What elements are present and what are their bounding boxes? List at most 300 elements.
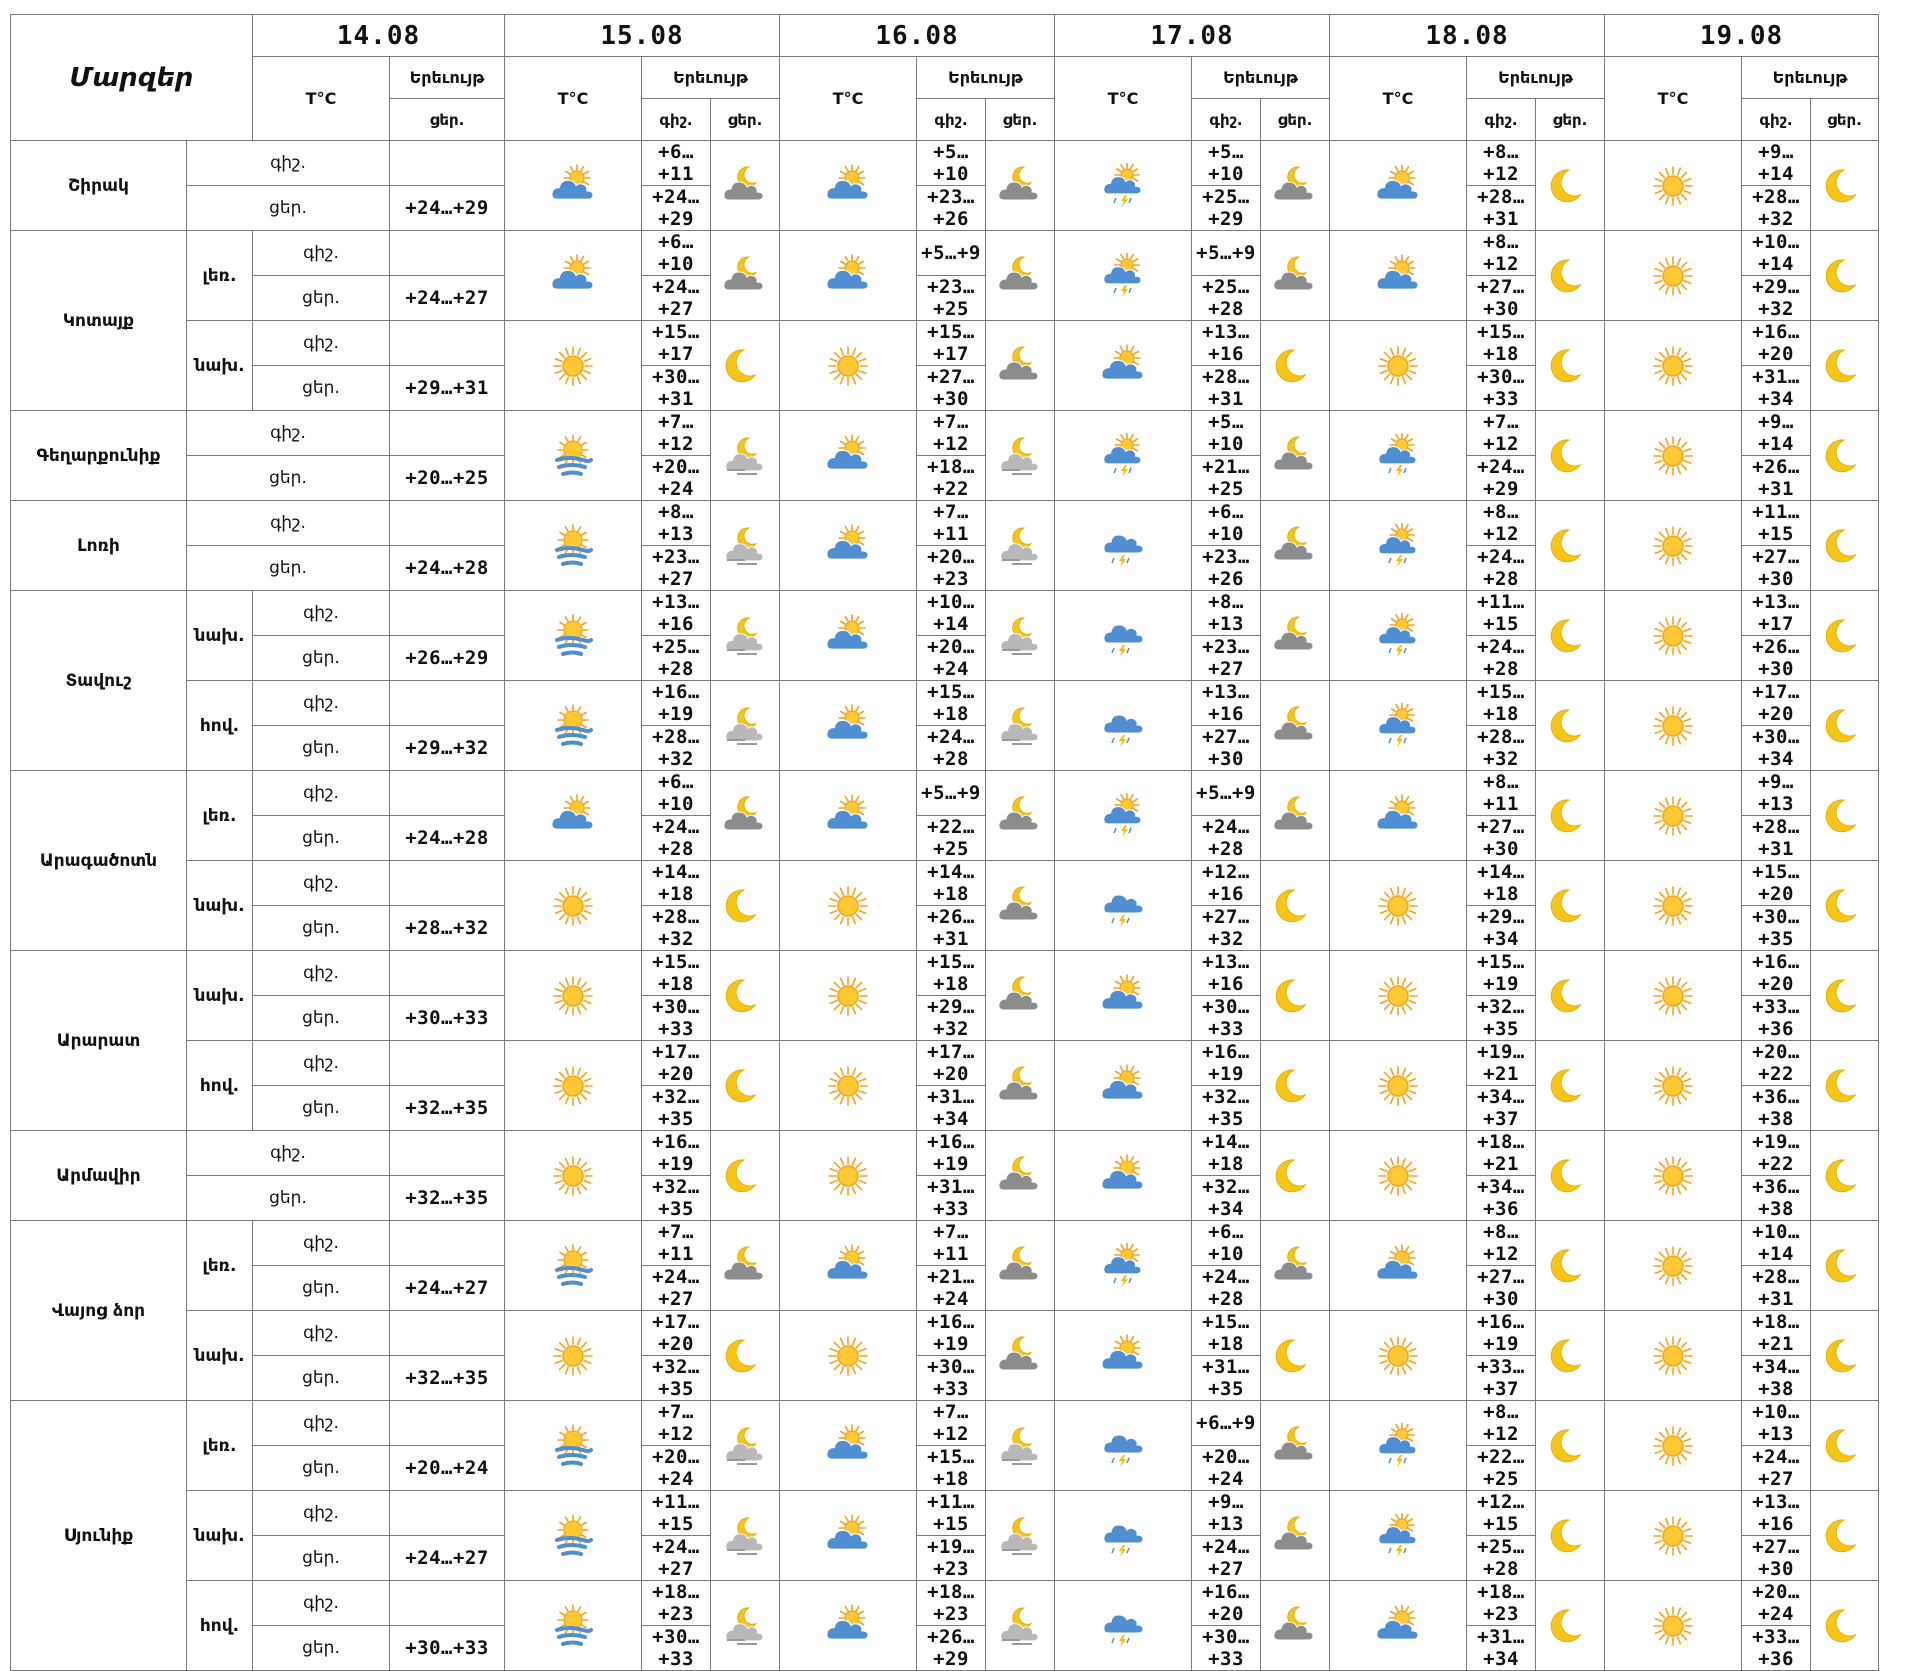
temp-night: +8…+12 bbox=[1467, 231, 1536, 276]
sun-icon bbox=[1330, 974, 1466, 1018]
temp-day: +20…+24 bbox=[390, 1446, 505, 1491]
weather-icon-cell bbox=[505, 1131, 642, 1221]
weather-icon-cell bbox=[1055, 141, 1192, 231]
weather-icon-cell bbox=[1536, 1401, 1605, 1491]
temp-night: +9…+13 bbox=[1192, 1491, 1261, 1536]
temp-night: +5…+10 bbox=[1192, 141, 1261, 186]
time-label-day: ցեր. bbox=[253, 1356, 390, 1401]
weather-icon-cell bbox=[1330, 771, 1467, 861]
temp-day: +24…+27 bbox=[390, 1536, 505, 1581]
temp-day: +20…+24 bbox=[642, 456, 711, 501]
date-header: 18.08 bbox=[1330, 15, 1605, 57]
weather-icon-cell bbox=[1330, 321, 1467, 411]
weather-icon-cell bbox=[505, 951, 642, 1041]
day-header: ցեր. bbox=[1261, 99, 1330, 141]
day-header: ցեր. bbox=[711, 99, 780, 141]
cloud-moon-icon bbox=[711, 164, 779, 208]
partly-cloudy-sun-icon bbox=[780, 1424, 916, 1468]
weather-icon-cell bbox=[1811, 1221, 1879, 1311]
time-label-day: ցեր. bbox=[253, 1446, 390, 1491]
temp-day: +26…+31 bbox=[1742, 456, 1811, 501]
temp-night: +7…+12 bbox=[1467, 411, 1536, 456]
temp-day: +23…+27 bbox=[642, 546, 711, 591]
temp-night: +8…+12 bbox=[1467, 1221, 1536, 1266]
temp-night bbox=[390, 141, 505, 186]
temp-night: +7…+12 bbox=[642, 411, 711, 456]
temp-night: +13…+16 bbox=[1192, 951, 1261, 996]
weather-icon-cell bbox=[1605, 1311, 1742, 1401]
weather-icon-cell bbox=[780, 951, 917, 1041]
moon-icon bbox=[1536, 1424, 1604, 1468]
weather-icon-cell bbox=[1536, 501, 1605, 591]
weather-icon-cell bbox=[1811, 501, 1879, 591]
temp-night: +16…+19 bbox=[1192, 1041, 1261, 1086]
weather-icon-cell bbox=[780, 321, 917, 411]
moon-icon bbox=[1536, 524, 1604, 568]
weather-icon-cell bbox=[986, 771, 1055, 861]
partly-cloudy-sun-icon bbox=[1330, 164, 1466, 208]
temp-night: +5…+9 bbox=[1192, 231, 1261, 276]
temp-night: +11…+15 bbox=[1742, 501, 1811, 546]
weather-icon-cell bbox=[1811, 1131, 1879, 1221]
weather-icon-cell bbox=[1605, 591, 1742, 681]
weather-icon-cell bbox=[505, 1401, 642, 1491]
cloud-moon-icon bbox=[1261, 1244, 1329, 1288]
region-name: Շիրակ bbox=[11, 141, 187, 231]
sun-haze-icon bbox=[505, 1514, 641, 1558]
moon-icon bbox=[711, 344, 779, 388]
weather-icon-cell bbox=[1536, 321, 1605, 411]
moon-icon bbox=[1811, 614, 1878, 658]
phenomenon-header: Երեւույթ bbox=[1742, 57, 1879, 99]
weather-icon-cell bbox=[1261, 141, 1330, 231]
weather-icon-cell bbox=[711, 321, 780, 411]
weather-icon-cell bbox=[1605, 1401, 1742, 1491]
weather-icon-cell bbox=[986, 411, 1055, 501]
partly-cloudy-sun-icon bbox=[780, 704, 916, 748]
temp-day: +30…+33 bbox=[390, 1626, 505, 1671]
weather-icon-cell bbox=[986, 1401, 1055, 1491]
temp-day: +27…+30 bbox=[1467, 276, 1536, 321]
date-header: 19.08 bbox=[1605, 15, 1879, 57]
subregion-name: նախ. bbox=[187, 1491, 253, 1581]
time-label-night: գիշ. bbox=[253, 951, 390, 996]
subregion-name: նախ. bbox=[187, 951, 253, 1041]
cloud-moon-icon bbox=[1261, 704, 1329, 748]
weather-icon-cell bbox=[986, 1221, 1055, 1311]
partly-cloudy-sun-icon bbox=[780, 1604, 916, 1648]
weather-icon-cell bbox=[1605, 1041, 1742, 1131]
moon-icon bbox=[1811, 1334, 1878, 1378]
moon-icon bbox=[1811, 1604, 1878, 1648]
temp-day: +27…+30 bbox=[917, 366, 986, 411]
sun-icon bbox=[780, 1334, 916, 1378]
cloud-moon-icon bbox=[711, 794, 779, 838]
forecast-row-night bbox=[11, 771, 1879, 816]
moon-haze-icon bbox=[986, 524, 1054, 568]
temp-night: +16…+19 bbox=[642, 1131, 711, 1176]
temp-header: T°C bbox=[1055, 57, 1192, 141]
temp-day: +24…+29 bbox=[1467, 456, 1536, 501]
weather-icon-cell bbox=[1811, 231, 1879, 321]
partly-cloudy-sun-icon bbox=[1055, 1334, 1191, 1378]
moon-icon bbox=[1261, 344, 1329, 388]
moon-icon bbox=[1536, 974, 1604, 1018]
rain-cloud-icon bbox=[1055, 1603, 1191, 1649]
temp-night bbox=[390, 231, 505, 276]
temp-day: +24…+29 bbox=[642, 186, 711, 231]
storm-cloud-sun-icon bbox=[1330, 1423, 1466, 1469]
temp-header: T°C bbox=[1330, 57, 1467, 141]
weather-icon-cell bbox=[1261, 231, 1330, 321]
temp-day: +36…+38 bbox=[1742, 1176, 1811, 1221]
weather-icon-cell bbox=[1055, 1581, 1192, 1671]
sun-haze-icon bbox=[505, 1244, 641, 1288]
sun-icon bbox=[1330, 1154, 1466, 1198]
time-label-night: գիշ. bbox=[253, 681, 390, 726]
temp-day: +30…+33 bbox=[642, 996, 711, 1041]
storm-cloud-sun-icon bbox=[1055, 433, 1191, 479]
forecast-row-night bbox=[11, 1581, 1879, 1626]
weather-icon-cell bbox=[1261, 411, 1330, 501]
temp-day: +29…+32 bbox=[917, 996, 986, 1041]
rain-cloud-icon bbox=[1055, 883, 1191, 929]
cloud-moon-icon bbox=[986, 1334, 1054, 1378]
moon-icon bbox=[1536, 1334, 1604, 1378]
moon-icon bbox=[1536, 1064, 1604, 1108]
time-label-day: ցեր. bbox=[187, 186, 390, 231]
temp-night: +20…+24 bbox=[1742, 1581, 1811, 1626]
weather-icon-cell bbox=[1055, 501, 1192, 591]
cloud-moon-icon bbox=[1261, 164, 1329, 208]
temp-night: +10…+14 bbox=[917, 591, 986, 636]
weather-icon-cell bbox=[1536, 591, 1605, 681]
temp-night: +8…+12 bbox=[1467, 501, 1536, 546]
temp-day: +23…+25 bbox=[917, 276, 986, 321]
weather-icon-cell bbox=[1605, 321, 1742, 411]
moon-icon bbox=[1811, 1064, 1878, 1108]
temp-day: +18…+22 bbox=[917, 456, 986, 501]
temp-day: +27…+30 bbox=[1192, 726, 1261, 771]
temp-day: +30…+33 bbox=[642, 1626, 711, 1671]
sun-icon bbox=[505, 1334, 641, 1378]
temp-day: +32…+35 bbox=[390, 1176, 505, 1221]
partly-cloudy-sun-icon bbox=[780, 434, 916, 478]
cloud-moon-icon bbox=[1261, 1604, 1329, 1648]
weather-icon-cell bbox=[1536, 771, 1605, 861]
sun-icon bbox=[505, 884, 641, 928]
temp-night bbox=[390, 861, 505, 906]
weather-icon-cell bbox=[1055, 951, 1192, 1041]
temp-day: +28…+32 bbox=[1467, 726, 1536, 771]
weather-icon-cell bbox=[1605, 861, 1742, 951]
time-label-night: գիշ. bbox=[253, 771, 390, 816]
storm-cloud-sun-icon bbox=[1055, 1243, 1191, 1289]
temp-night: +8…+12 bbox=[1467, 1401, 1536, 1446]
storm-cloud-sun-icon bbox=[1330, 703, 1466, 749]
sun-haze-icon bbox=[505, 1424, 641, 1468]
time-label-night: գիշ. bbox=[253, 321, 390, 366]
temp-night: +7…+12 bbox=[917, 1401, 986, 1446]
rain-cloud-icon bbox=[1055, 703, 1191, 749]
temp-day: +24…+27 bbox=[642, 1536, 711, 1581]
subregion-name: նախ. bbox=[187, 1311, 253, 1401]
temp-night: +16…+19 bbox=[917, 1131, 986, 1176]
weather-icon-cell bbox=[711, 1131, 780, 1221]
temp-night: +13…+16 bbox=[642, 591, 711, 636]
weather-icon-cell bbox=[1605, 951, 1742, 1041]
weather-icon-cell bbox=[1330, 411, 1467, 501]
moon-icon bbox=[1811, 1514, 1878, 1558]
weather-icon-cell bbox=[1536, 231, 1605, 321]
weather-icon-cell bbox=[1055, 1041, 1192, 1131]
weather-icon-cell bbox=[505, 1491, 642, 1581]
moon-haze-icon bbox=[986, 614, 1054, 658]
time-label-day: ցեր. bbox=[253, 726, 390, 771]
moon-icon bbox=[1811, 704, 1878, 748]
sun-icon bbox=[1605, 1424, 1741, 1468]
temp-day: +27…+32 bbox=[1192, 906, 1261, 951]
temp-day: +28…+31 bbox=[1467, 186, 1536, 231]
moon-icon bbox=[1536, 1604, 1604, 1648]
temp-night: +11…+15 bbox=[917, 1491, 986, 1536]
temp-day: +21…+25 bbox=[1192, 456, 1261, 501]
temp-day: +30…+31 bbox=[642, 366, 711, 411]
cloud-moon-icon bbox=[986, 794, 1054, 838]
moon-haze-icon bbox=[711, 1514, 779, 1558]
temp-night: +12…+15 bbox=[1467, 1491, 1536, 1536]
temp-night bbox=[390, 681, 505, 726]
moon-icon bbox=[1536, 254, 1604, 298]
temp-night bbox=[390, 1491, 505, 1536]
header-row-dates bbox=[11, 15, 1879, 57]
temp-day: +24…+28 bbox=[390, 816, 505, 861]
temp-day: +20…+25 bbox=[390, 456, 505, 501]
sun-icon bbox=[780, 1154, 916, 1198]
region-name: Սյունիք bbox=[11, 1401, 187, 1671]
time-label-night: գիշ. bbox=[187, 141, 390, 186]
phenomenon-header: Երեւույթ bbox=[642, 57, 780, 99]
time-label-night: գիշ. bbox=[253, 1221, 390, 1266]
temp-day: +24…+27 bbox=[390, 276, 505, 321]
sun-haze-icon bbox=[505, 614, 641, 658]
temp-night: +17…+20 bbox=[642, 1311, 711, 1356]
time-label-night: գիշ. bbox=[253, 1491, 390, 1536]
temp-night: +19…+22 bbox=[1742, 1131, 1811, 1176]
weather-icon-cell bbox=[711, 591, 780, 681]
temp-night: +19…+21 bbox=[1467, 1041, 1536, 1086]
temp-day: +34…+37 bbox=[1467, 1086, 1536, 1131]
weather-icon-cell bbox=[1536, 1491, 1605, 1581]
cloud-moon-icon bbox=[986, 1154, 1054, 1198]
temp-day: +20…+24 bbox=[917, 636, 986, 681]
weather-icon-cell bbox=[1261, 1041, 1330, 1131]
temp-day: +28…+31 bbox=[1192, 366, 1261, 411]
temp-night: +9…+14 bbox=[1742, 411, 1811, 456]
moon-icon bbox=[1536, 1244, 1604, 1288]
moon-haze-icon bbox=[986, 1424, 1054, 1468]
weather-icon-cell bbox=[711, 681, 780, 771]
time-label-day: ցեր. bbox=[253, 1536, 390, 1581]
temp-night: +9…+13 bbox=[1742, 771, 1811, 816]
temp-night bbox=[390, 501, 505, 546]
temp-day: +30…+33 bbox=[917, 1356, 986, 1401]
temp-night: +18…+21 bbox=[1467, 1131, 1536, 1176]
subregion-name: նախ. bbox=[187, 861, 253, 951]
weather-icon-cell bbox=[780, 1311, 917, 1401]
temp-night: +13…+17 bbox=[1742, 591, 1811, 636]
temp-night bbox=[390, 321, 505, 366]
temp-night bbox=[390, 1581, 505, 1626]
weather-icon-cell bbox=[1811, 681, 1879, 771]
weather-icon-cell bbox=[505, 1311, 642, 1401]
temp-night: +15…+18 bbox=[1467, 681, 1536, 726]
temp-day: +24…+28 bbox=[642, 816, 711, 861]
weather-icon-cell bbox=[711, 1491, 780, 1581]
weather-icon-cell bbox=[1811, 1041, 1879, 1131]
time-label-day: ցեր. bbox=[253, 636, 390, 681]
weather-icon-cell bbox=[1261, 771, 1330, 861]
sun-icon bbox=[1605, 254, 1741, 298]
phenomenon-header: Երեւույթ bbox=[1192, 57, 1330, 99]
temp-day: +27…+30 bbox=[1467, 816, 1536, 861]
partly-cloudy-sun-icon bbox=[780, 1514, 916, 1558]
weather-icon-cell bbox=[1055, 681, 1192, 771]
temp-night: +16…+20 bbox=[1192, 1581, 1261, 1626]
time-label-night: գիշ. bbox=[253, 1311, 390, 1356]
sun-icon bbox=[1605, 1064, 1741, 1108]
time-label-day: ցեր. bbox=[253, 816, 390, 861]
weather-icon-cell bbox=[1811, 411, 1879, 501]
temp-day: +28…+31 bbox=[1742, 1266, 1811, 1311]
time-label-day: ցեր. bbox=[187, 1176, 390, 1221]
temp-night: +8…+12 bbox=[1467, 141, 1536, 186]
time-label-night: գիշ. bbox=[253, 591, 390, 636]
temp-day: +27…+30 bbox=[1742, 1536, 1811, 1581]
partly-cloudy-sun-icon bbox=[780, 164, 916, 208]
weather-icon-cell bbox=[1811, 141, 1879, 231]
storm-cloud-sun-icon bbox=[1330, 613, 1466, 659]
moon-icon bbox=[1811, 164, 1878, 208]
sun-icon bbox=[1605, 344, 1741, 388]
temp-day: +30…+33 bbox=[1467, 366, 1536, 411]
weather-icon-cell bbox=[1811, 1401, 1879, 1491]
partly-cloudy-sun-icon bbox=[505, 254, 641, 298]
temp-day: +24…+28 bbox=[390, 546, 505, 591]
temp-day: +30…+33 bbox=[1192, 1626, 1261, 1671]
sun-haze-icon bbox=[505, 1604, 641, 1648]
region-name: Գեղարքունիք bbox=[11, 411, 187, 501]
temp-night bbox=[390, 1131, 505, 1176]
temp-night: +14…+18 bbox=[642, 861, 711, 906]
moon-haze-icon bbox=[711, 704, 779, 748]
moon-icon bbox=[711, 1334, 779, 1378]
sun-icon bbox=[505, 974, 641, 1018]
temp-day: +32…+35 bbox=[642, 1356, 711, 1401]
weather-icon-cell bbox=[1055, 231, 1192, 321]
weather-icon-cell bbox=[1811, 861, 1879, 951]
weather-icon-cell bbox=[1811, 1491, 1879, 1581]
temp-night: +15…+18 bbox=[917, 681, 986, 726]
temp-day: +32…+35 bbox=[390, 1086, 505, 1131]
rain-cloud-icon bbox=[1055, 613, 1191, 659]
sun-icon bbox=[1605, 974, 1741, 1018]
moon-icon bbox=[1536, 1154, 1604, 1198]
temp-day: +24…+27 bbox=[642, 1266, 711, 1311]
moon-icon bbox=[1261, 1154, 1329, 1198]
weather-icon-cell bbox=[1261, 1221, 1330, 1311]
temp-night: +17…+20 bbox=[917, 1041, 986, 1086]
sun-haze-icon bbox=[505, 434, 641, 478]
temp-day: +31…+34 bbox=[1467, 1626, 1536, 1671]
weather-icon-cell bbox=[1261, 951, 1330, 1041]
subregion-name: լեռ. bbox=[187, 1221, 253, 1311]
temp-night: +20…+22 bbox=[1742, 1041, 1811, 1086]
weather-icon-cell bbox=[505, 321, 642, 411]
region-name: Արմավիր bbox=[11, 1131, 187, 1221]
moon-icon bbox=[1811, 1244, 1878, 1288]
weather-icon-cell bbox=[1811, 591, 1879, 681]
temp-day: +30…+33 bbox=[390, 996, 505, 1041]
temp-night: +14…+18 bbox=[1192, 1131, 1261, 1176]
weather-icon-cell bbox=[780, 141, 917, 231]
sun-icon bbox=[505, 1154, 641, 1198]
date-header: 15.08 bbox=[505, 15, 780, 57]
moon-icon bbox=[711, 974, 779, 1018]
weather-icon-cell bbox=[505, 501, 642, 591]
weather-icon-cell bbox=[1261, 681, 1330, 771]
moon-haze-icon bbox=[986, 704, 1054, 748]
forecast-row-night bbox=[11, 1401, 1879, 1446]
header-row-labels bbox=[11, 57, 1879, 99]
time-label-day: ցեր. bbox=[253, 276, 390, 321]
temp-day: +24…+27 bbox=[1742, 1446, 1811, 1491]
partly-cloudy-sun-icon bbox=[780, 1244, 916, 1288]
weather-icon-cell bbox=[711, 1221, 780, 1311]
forecast-row-night bbox=[11, 501, 1879, 546]
moon-haze-icon bbox=[986, 1514, 1054, 1558]
subregion-name: նախ. bbox=[187, 321, 253, 411]
phenomenon-header: Երեւույթ bbox=[390, 57, 505, 99]
temp-night: +15…+20 bbox=[1742, 861, 1811, 906]
cloud-moon-icon bbox=[986, 254, 1054, 298]
temp-day: +32…+35 bbox=[1467, 996, 1536, 1041]
moon-icon bbox=[1536, 614, 1604, 658]
temp-night: +11…+15 bbox=[642, 1491, 711, 1536]
weather-icon-cell bbox=[1261, 861, 1330, 951]
temp-night: +15…+19 bbox=[1467, 951, 1536, 996]
moon-icon bbox=[1811, 974, 1878, 1018]
day-header: ցեր. bbox=[1536, 99, 1605, 141]
weather-icon-cell bbox=[1330, 591, 1467, 681]
weather-icon-cell bbox=[1330, 141, 1467, 231]
weather-icon-cell bbox=[1536, 681, 1605, 771]
temp-header: T°C bbox=[505, 57, 642, 141]
moon-haze-icon bbox=[986, 434, 1054, 478]
partly-cloudy-sun-icon bbox=[1055, 974, 1191, 1018]
temp-day: +32…+35 bbox=[642, 1176, 711, 1221]
day-header: ցեր. bbox=[390, 99, 505, 141]
temp-night: +15…+18 bbox=[642, 951, 711, 996]
forecast-row-night bbox=[11, 1041, 1879, 1086]
sun-icon bbox=[1605, 614, 1741, 658]
temp-day: +36…+38 bbox=[1742, 1086, 1811, 1131]
weather-icon-cell bbox=[1055, 1401, 1192, 1491]
partly-cloudy-sun-icon bbox=[1055, 1064, 1191, 1108]
forecast-row-night bbox=[11, 231, 1879, 276]
weather-icon-cell bbox=[1536, 1041, 1605, 1131]
temp-day: +33…+36 bbox=[1742, 1626, 1811, 1671]
